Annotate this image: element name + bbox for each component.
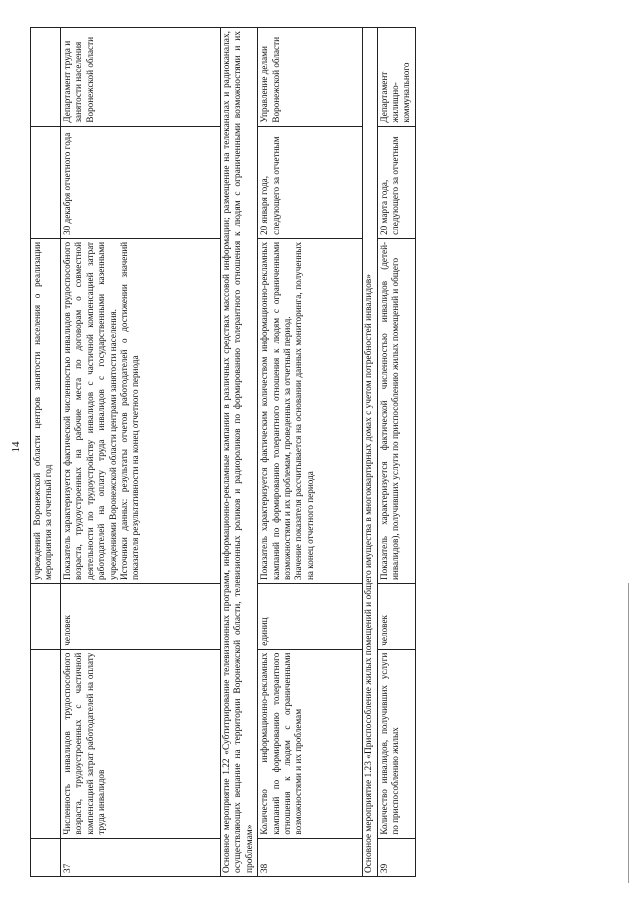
table-row [61,28,221,877]
section-title-1-22: Основное мероприятие 1.22 «Субтитрирование телевизионных программ, информационно-рекламные кампании в различных средствах массовой информации; размещение на телеканалах и радиоканалах, осуществляющих вещание на территории Воронежской области, телевизионных роликов и радиороликов по формированию толерантного отношения к людям с ограниченными возможностями и их проблемам» [221,28,258,877]
method-cell [61,238,221,583]
method-source: Значение показателя рассчитывается на основании данных мониторинга, полученных на конец отчетного периода [293,241,315,580]
method-cell: учреждений Воронежской области центров занятости населения о реализации мероприятия за отчетный год [31,238,61,583]
unit: единиц [258,583,363,649]
unit: человек [61,583,221,649]
table-row [377,28,415,877]
margin-line [628,583,629,883]
unit: человек [377,583,415,649]
section-title-1-23: Основное мероприятие 1.23 «Приспособление жилых помещений и общего имущества в многоквартирных домах с учетом потребностей инвалидов» [363,28,377,877]
section-row [221,28,258,877]
row-number: 39 [377,838,415,876]
row-number: 37 [61,838,221,876]
section-row [363,28,377,877]
indicator-name: Количество инвалидов, получивших услуги по приспособлению жилых [377,649,415,838]
table-row [31,28,61,877]
method-text: Показатель характеризуется фактической численностью инвалидов (детей-инвалидов), получивших услуги по приспособлению жилых помещений и общего [378,241,401,580]
row-number: 38 [258,838,363,876]
method-text: Показатель характеризуется фактическим количеством информационно-рекламных кампаний по формированию толерантного отношения к людям с ограниченными возможностями и их проблемам, проведенных за отчетный период. [259,241,293,580]
indicator-name: Численность инвалидов трудоспособного возраста, трудоустроенных с частичной компенсацией затрат работодателей на оплату труда инвалидов [61,649,221,838]
method-cell [377,238,415,583]
method-source: Источники данных: результаты отчетов работодателей о достижении значений показателя результативности на конец отчетного периода [119,241,141,580]
deadline: 20 января года, следующего за отчетным [258,126,363,238]
responsible: Управление делами Воронежской области [258,28,363,127]
table-row [258,28,363,877]
responsible: Департамент труда и занятости населения Воронежской области [61,28,221,127]
method-text: Показатель характеризуется фактической численностью инвалидов трудоспособного возраста, трудоустроенных на рабочие места по договорам о совместной деятельности по трудоустройству инвалидов с частичной компенсацией затрат работодателей на оплату труда инвалидов с государственными казенными учреждениями Воронежской области центрами занятости населения. [62,241,118,580]
method-cell [258,238,363,583]
responsible: Департамент жилищно-коммунального [377,28,415,127]
indicator-name: Количество информационно-рекламных кампаний по формированию толерантного отношения к людям с ограниченными возможностями и их проблемам [258,649,363,838]
deadline: 30 декабря отчетного года [61,126,221,238]
page-number: 14 [10,441,22,453]
deadline: 20 марта года, следующего за отчетным [377,126,415,238]
indicators-table [30,27,416,877]
